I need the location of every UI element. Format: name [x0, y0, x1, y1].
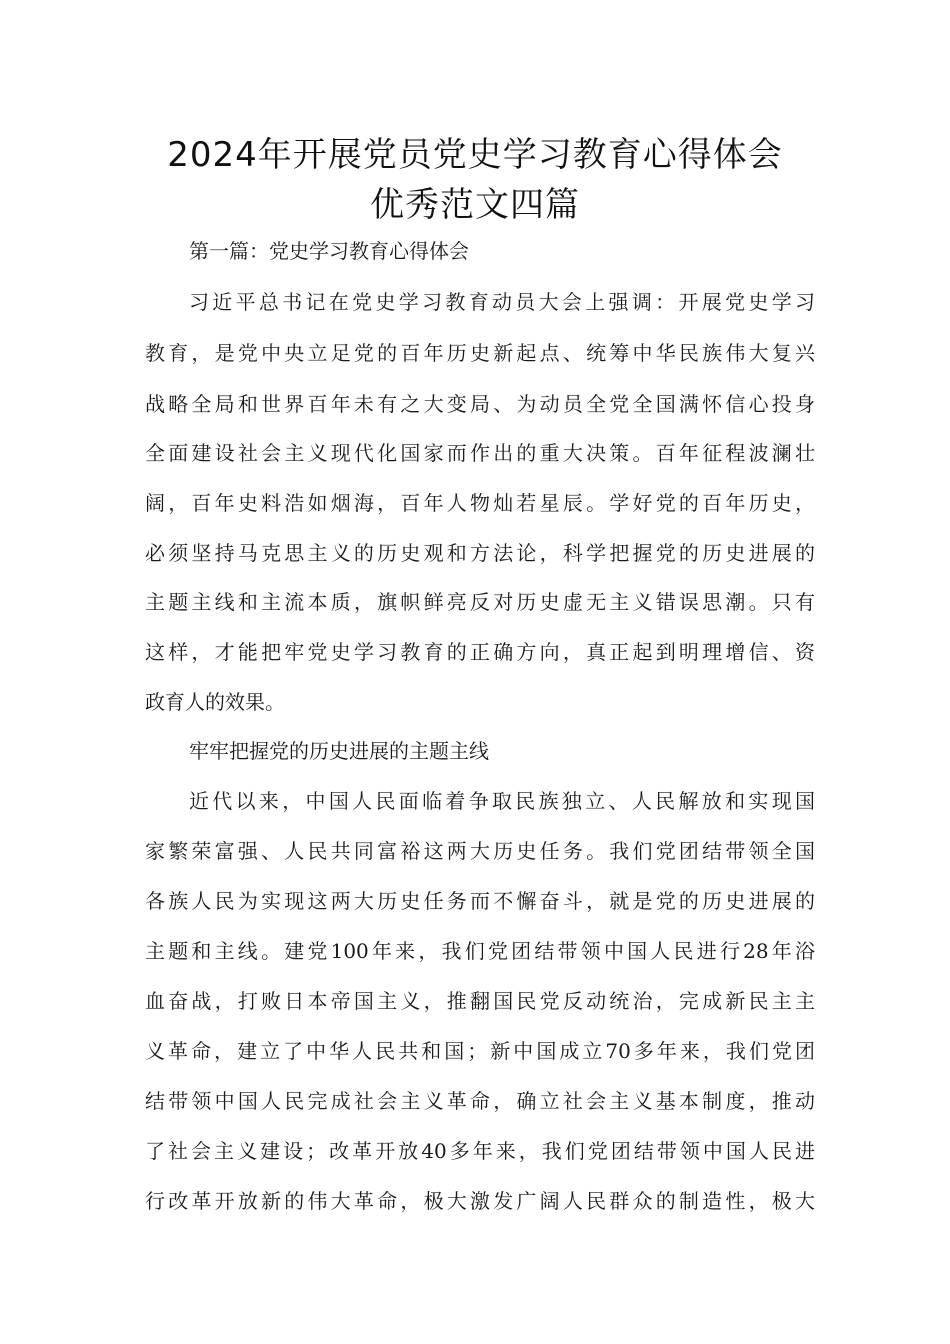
paragraph-line: 政育人的效果。 — [145, 690, 285, 714]
paragraph-line: 阔，百年史料浩如烟海，百年人物灿若星辰。学好党的百年历史， — [145, 491, 815, 515]
document-title-line-1: 2024年开展党员党史学习教育心得体会 — [167, 135, 783, 175]
paragraph-line: 结带领中国人民完成社会主义革命，确立社会主义基本制度，推动 — [145, 1089, 815, 1113]
paragraph-line: 了社会主义建设；改革开放40多年来，我们党团结带领中国人民进 — [145, 1139, 815, 1163]
paragraph-line: 这样，才能把牢党史学习教育的正确方向，真正起到明理增信、资 — [145, 640, 815, 664]
paragraph-line: 主题和主线。建党100年来，我们党团结带领中国人民进行28年浴 — [145, 939, 815, 963]
paragraph-line: 血奋战，打败日本帝国主义，推翻国民党反动统治，完成新民主主 — [145, 989, 815, 1013]
section-heading-first-article: 第一篇：党史学习教育心得体会 — [189, 239, 469, 263]
section-subheading: 牢牢把握党的历史进展的主题主线 — [189, 739, 489, 763]
paragraph-line: 近代以来，中国人民面临着争取民族独立、人民解放和实现国 — [189, 789, 815, 813]
document-title-line-2: 优秀范文四篇 — [370, 185, 580, 225]
paragraph-line: 各族人民为实现这两大历史任务而不懈奋斗，就是党的历史进展的 — [145, 889, 815, 913]
paragraph-line: 义革命，建立了中华人民共和国；新中国成立70多年来，我们党团 — [145, 1039, 815, 1063]
paragraph-line: 习近平总书记在党史学习教育动员大会上强调：开展党史学习 — [189, 290, 815, 314]
paragraph-line: 行改革开放新的伟大革命，极大激发广阔人民群众的制造性，极大 — [145, 1189, 815, 1213]
paragraph-line: 战略全局和世界百年未有之大变局、为动员全党全国满怀信心投身 — [145, 392, 815, 416]
paragraph-line: 主题主线和主流本质，旗帜鲜亮反对历史虚无主义错误思潮。只有 — [145, 590, 815, 614]
paragraph-line: 全面建设社会主义现代化国家而作出的重大决策。百年征程波澜壮 — [145, 441, 815, 465]
paragraph-line: 教育，是党中央立足党的百年历史新起点、统筹中华民族伟大复兴 — [145, 341, 815, 365]
paragraph-line: 必须坚持马克思主义的历史观和方法论，科学把握党的历史进展的 — [145, 541, 815, 565]
paragraph-line: 家繁荣富强、人民共同富裕这两大历史任务。我们党团结带领全国 — [145, 839, 815, 863]
